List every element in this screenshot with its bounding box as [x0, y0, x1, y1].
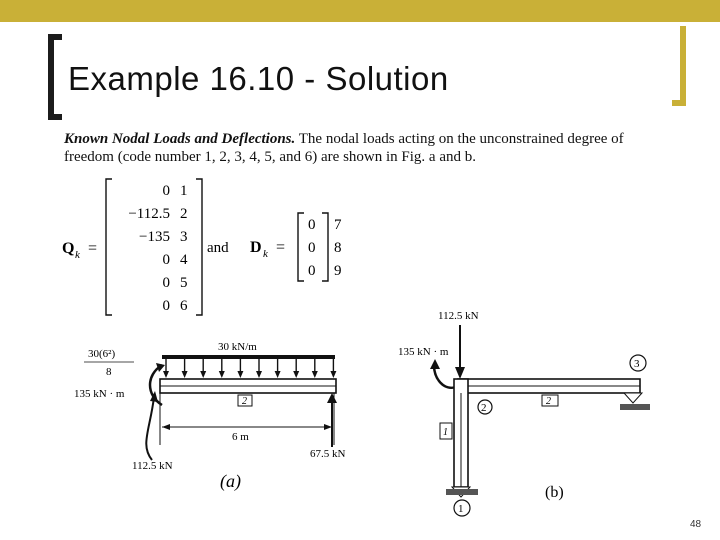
load-arrowhead: [200, 371, 206, 378]
d-subscript: k: [263, 248, 268, 260]
q-code: 1: [180, 183, 188, 199]
moment-label-b: 135 kN · m: [398, 346, 449, 358]
load-arrowhead: [330, 371, 336, 378]
d-label: D: [250, 239, 262, 256]
distributed-load-label: 30 kN/m: [218, 341, 257, 353]
load-arrowhead: [237, 371, 243, 378]
load-arrowhead: [256, 371, 262, 378]
moment-numerator: 30(6²): [88, 348, 116, 360]
load-arrowhead: [163, 371, 169, 378]
load-arrowhead: [312, 371, 318, 378]
load-arrowhead: [219, 371, 225, 378]
solution-paragraph: [64, 130, 674, 166]
and-word: and: [207, 240, 229, 256]
figure-b-frame: [390, 305, 670, 520]
paragraph-body: The nodal loads acting on the unconstrained degree of freedom (code number 1, 2, 3, 4, 5, and 6) are shown in Fig. a and b.: [64, 131, 624, 165]
member-column-label-b: 1: [443, 427, 448, 438]
moment-denominator: 8: [106, 366, 112, 378]
d-code: 9: [334, 263, 342, 279]
q-code: 2: [180, 206, 188, 222]
q-value: −135: [139, 229, 170, 245]
force-label-b: 112.5 kN: [438, 310, 479, 322]
d-value: 0: [308, 217, 316, 233]
left-reaction-arrow: [146, 397, 154, 460]
load-block: [162, 355, 335, 359]
q-bracket-left: [106, 179, 112, 315]
figure-a-beam: [70, 335, 370, 500]
member-label-a: 2: [242, 396, 247, 407]
q-code: 3: [180, 229, 188, 245]
q-value: 0: [162, 275, 170, 291]
member-beam-label-b: 2: [546, 396, 551, 407]
d-code: 8: [334, 240, 342, 256]
d-value: 0: [308, 240, 316, 256]
load-arrowhead: [275, 371, 281, 378]
q-value: −112.5: [128, 206, 170, 222]
nodal-load-equation: [60, 175, 360, 320]
caption-a: (a): [220, 471, 241, 491]
node-base-b: 1: [458, 503, 464, 515]
q-label: Q: [62, 240, 75, 257]
q-code: 4: [180, 252, 188, 268]
node-joint-b: 2: [481, 402, 487, 414]
load-arrowhead: [293, 371, 299, 378]
q-code: 6: [180, 298, 188, 314]
left-reaction-label: 112.5 kN: [132, 460, 173, 472]
d-equals: =: [276, 239, 286, 256]
caption-b: (b): [545, 484, 564, 501]
node-top-right-b: 3: [634, 358, 640, 370]
right-reaction-label: 67.5 kN: [310, 448, 346, 460]
moment-value-a: 135 kN · m: [74, 388, 125, 400]
d-code: 7: [334, 217, 342, 233]
d-value: 0: [308, 263, 316, 279]
title-bracket-right: [672, 26, 686, 106]
slide-title: Example 16.10 - Solution: [68, 60, 449, 97]
q-equals: =: [88, 240, 98, 257]
roller-support-b: [624, 393, 642, 403]
load-arrowhead: [182, 371, 188, 378]
q-code: 5: [180, 275, 188, 291]
slide-number: 48: [690, 519, 702, 530]
paragraph-lead: Known Nodal Loads and Deflections.: [64, 131, 296, 147]
q-subscript: k: [75, 249, 80, 261]
title-bracket-left: [48, 34, 62, 120]
q-bracket-right: [196, 179, 202, 315]
d-bracket-right: [322, 213, 328, 281]
top-accent-bar: [0, 0, 720, 22]
q-value: 0: [162, 183, 170, 199]
d-bracket-left: [298, 213, 304, 281]
span-label: 6 m: [232, 431, 249, 443]
q-value: 0: [162, 298, 170, 314]
q-value: 0: [162, 252, 170, 268]
